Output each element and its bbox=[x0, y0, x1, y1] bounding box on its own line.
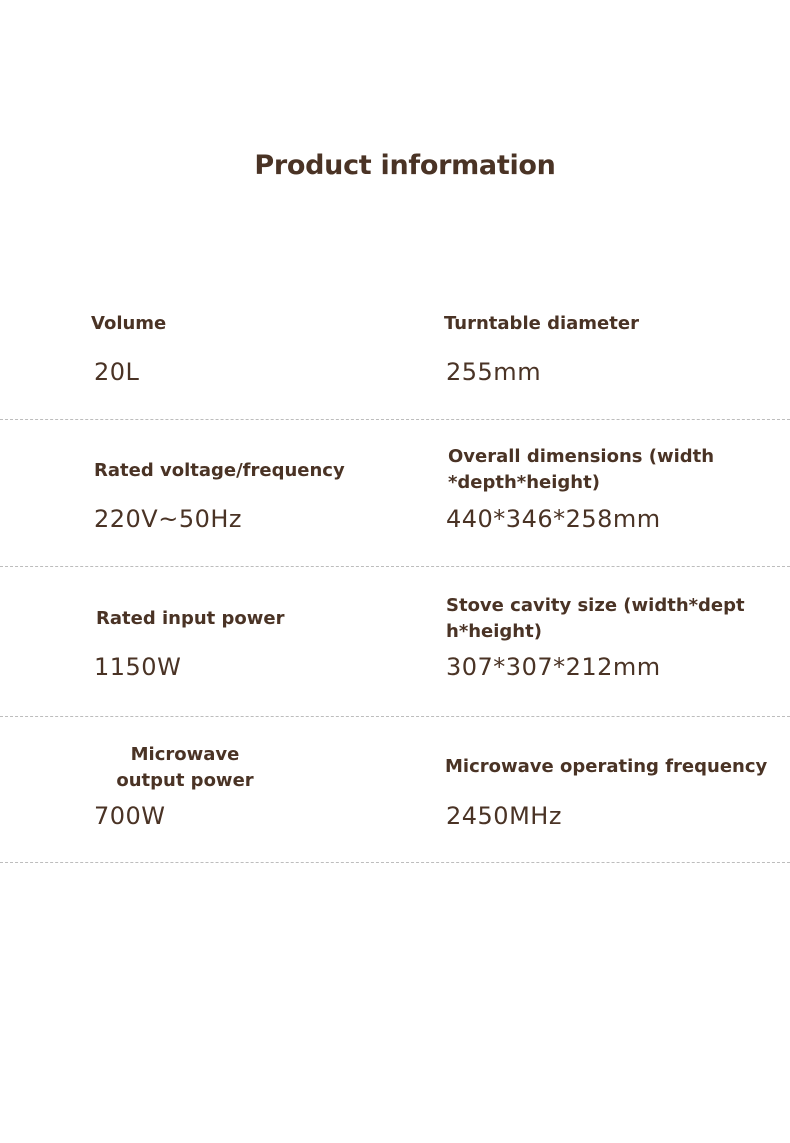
spec-label-microwave-output-power: Microwave output power bbox=[116, 744, 254, 791]
spec-label-microwave-operating-frequency: Microwave operating frequency bbox=[445, 756, 768, 777]
row-divider bbox=[0, 716, 790, 717]
spec-value-turntable-diameter: 255mm bbox=[446, 358, 542, 386]
spec-label-turntable-diameter: Turntable diameter bbox=[444, 313, 639, 334]
spec-label-overall-dimensions: Overall dimensions (width *depth*height) bbox=[448, 446, 715, 493]
page-title: Product information bbox=[254, 150, 556, 181]
spec-label-rated-input-power: Rated input power bbox=[96, 608, 285, 629]
spec-label-stove-cavity-size: Stove cavity size (width*dept h*height) bbox=[446, 595, 745, 642]
spec-value-rated-voltage: 220V~50Hz bbox=[94, 505, 243, 533]
row-divider bbox=[0, 862, 790, 863]
spec-label-rated-voltage: Rated voltage/frequency bbox=[94, 460, 345, 481]
row-divider bbox=[0, 566, 790, 567]
spec-value-rated-input-power: 1150W bbox=[94, 653, 182, 681]
spec-value-stove-cavity-size: 307*307*212mm bbox=[446, 653, 661, 681]
spec-value-microwave-output-power: 700W bbox=[94, 802, 166, 830]
spec-value-overall-dimensions: 440*346*258mm bbox=[446, 505, 661, 533]
row-divider bbox=[0, 419, 790, 420]
spec-label-volume: Volume bbox=[91, 313, 167, 334]
spec-value-microwave-operating-frequency: 2450MHz bbox=[446, 802, 562, 830]
spec-value-volume: 20L bbox=[94, 358, 140, 386]
